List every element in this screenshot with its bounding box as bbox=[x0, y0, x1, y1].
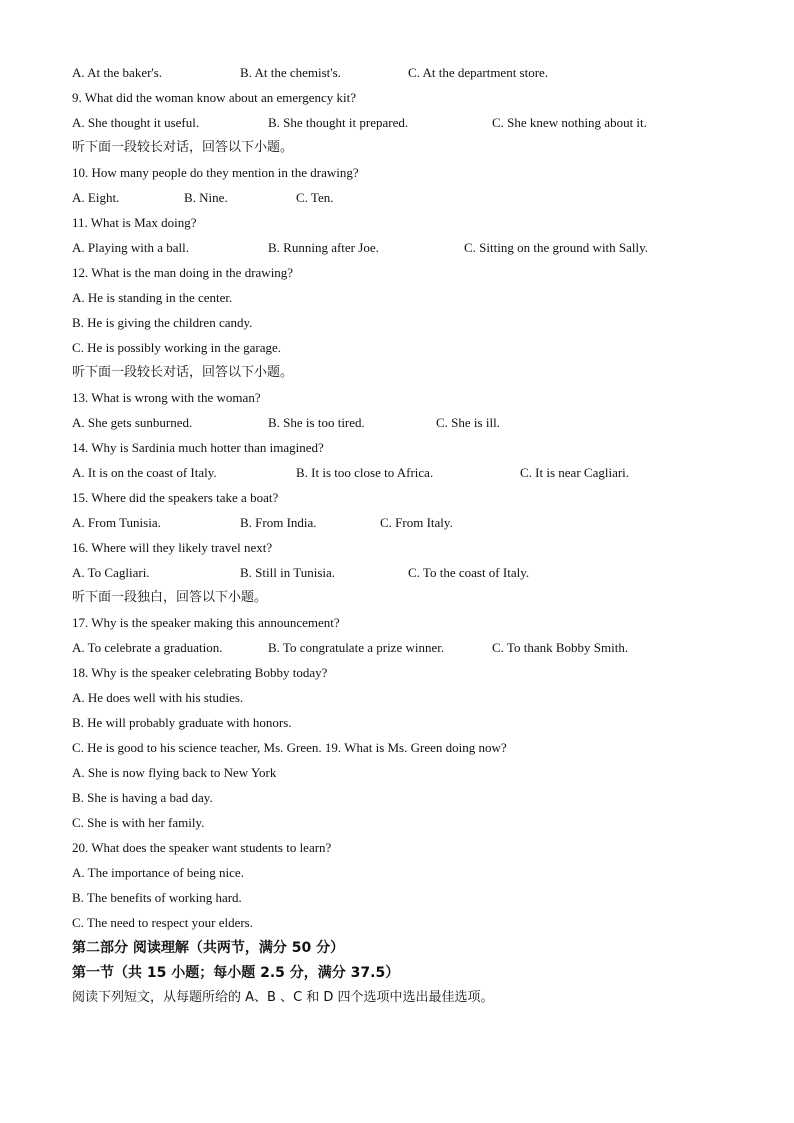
option-c: C. She is with her family. bbox=[72, 815, 205, 830]
question-16: 16. Where will they likely travel next? bbox=[72, 540, 273, 555]
option-a: A. Playing with a ball. bbox=[72, 240, 189, 255]
question-14: 14. Why is Sardinia much hotter than imagined? bbox=[72, 440, 324, 455]
option-c: C. From Italy. bbox=[380, 515, 453, 530]
option-c: C. To the coast of Italy. bbox=[408, 565, 530, 580]
option-c: C. She is ill. bbox=[436, 415, 500, 430]
option-c: C. Sitting on the ground with Sally. bbox=[464, 240, 649, 255]
option-a: A. The importance of being nice. bbox=[72, 865, 244, 880]
question-15: 15. Where did the speakers take a boat? bbox=[72, 490, 279, 505]
option-a: A. From Tunisia. bbox=[72, 515, 161, 530]
option-b: B. It is too close to Africa. bbox=[296, 465, 434, 480]
q13-options-row bbox=[72, 412, 722, 437]
option-b: B. Still in Tunisia. bbox=[240, 565, 336, 580]
q14-options-row bbox=[72, 462, 722, 487]
option-a: A. It is on the coast of Italy. bbox=[72, 465, 217, 480]
option-b: B. He is giving the children candy. bbox=[72, 315, 253, 330]
section-instruction: 听下面一段较长对话，回答以下小题。 bbox=[72, 365, 294, 380]
section-instruction: 听下面一段较长对话，回答以下小题。 bbox=[72, 140, 294, 155]
option-a: A. He is standing in the center. bbox=[72, 290, 233, 305]
option-c: C. To thank Bobby Smith. bbox=[492, 640, 629, 655]
option-a: A. To celebrate a graduation. bbox=[72, 640, 223, 655]
option-b: B. From India. bbox=[240, 515, 317, 530]
q8-options-row bbox=[72, 62, 722, 87]
option-b: B. She thought it prepared. bbox=[268, 115, 409, 130]
option-b: B. She is too tired. bbox=[268, 415, 365, 430]
q11-options-row bbox=[72, 237, 722, 262]
option-b: B. He will probably graduate with honors. bbox=[72, 715, 292, 730]
option-b: B. Nine. bbox=[184, 190, 228, 205]
option-a: A. He does well with his studies. bbox=[72, 690, 244, 705]
q16-options-row bbox=[72, 562, 722, 587]
option-b: B. At the chemist's. bbox=[240, 65, 341, 80]
option-c: C. It is near Cagliari. bbox=[520, 465, 630, 480]
section-instruction: 听下面一段独白，回答以下小题。 bbox=[72, 590, 268, 605]
option-b: B. She is having a bad day. bbox=[72, 790, 213, 805]
question-10: 10. How many people do they mention in the drawing? bbox=[72, 165, 359, 180]
question-12: 12. What is the man doing in the drawing? bbox=[72, 265, 294, 280]
q10-options-row bbox=[72, 187, 722, 212]
q17-options-row bbox=[72, 637, 722, 662]
question-11: 11. What is Max doing? bbox=[72, 215, 197, 230]
option-b: B. To congratulate a prize winner. bbox=[268, 640, 445, 655]
option-c: C. She knew nothing about it. bbox=[492, 115, 647, 130]
question-20: 20. What does the speaker want students to learn? bbox=[72, 840, 332, 855]
option-a: A. She gets sunburned. bbox=[72, 415, 193, 430]
option-a: A. She thought it useful. bbox=[72, 115, 200, 130]
option-b: B. The benefits of working hard. bbox=[72, 890, 242, 905]
option-a: A. To Cagliari. bbox=[72, 565, 150, 580]
reading-instruction: 阅读下列短文，从每题所给的 A、B 、C 和 D 四个选项中选出最佳选项。 bbox=[72, 990, 494, 1005]
option-c: C. At the department store. bbox=[408, 65, 549, 80]
option-c: C. Ten. bbox=[296, 190, 334, 205]
question-18: 18. Why is the speaker celebrating Bobby today? bbox=[72, 665, 328, 680]
option-a: A. At the baker's. bbox=[72, 65, 163, 80]
option-a: A. She is now flying back to New York bbox=[72, 765, 277, 780]
q15-options-row bbox=[72, 512, 722, 537]
option-c: C. He is good to his science teacher, Ms. Green. 19. What is Ms. Green doing now? bbox=[72, 740, 507, 755]
option-c: C. He is possibly working in the garage. bbox=[72, 340, 282, 355]
option-b: B. Running after Joe. bbox=[268, 240, 379, 255]
part-heading: 第二部分 阅读理解（共两节，满分 50 分） bbox=[72, 940, 345, 956]
question-9: 9. What did the woman know about an emergency kit? bbox=[72, 90, 357, 105]
option-a: A. Eight. bbox=[72, 190, 120, 205]
q9-options-row bbox=[72, 112, 722, 137]
section-heading: 第一节（共 15 小题；每小题 2.5 分，满分 37.5） bbox=[72, 965, 400, 981]
option-c: C. The need to respect your elders. bbox=[72, 915, 253, 930]
question-17: 17. Why is the speaker making this announcement? bbox=[72, 615, 340, 630]
document-page bbox=[72, 62, 722, 1012]
question-13: 13. What is wrong with the woman? bbox=[72, 390, 261, 405]
